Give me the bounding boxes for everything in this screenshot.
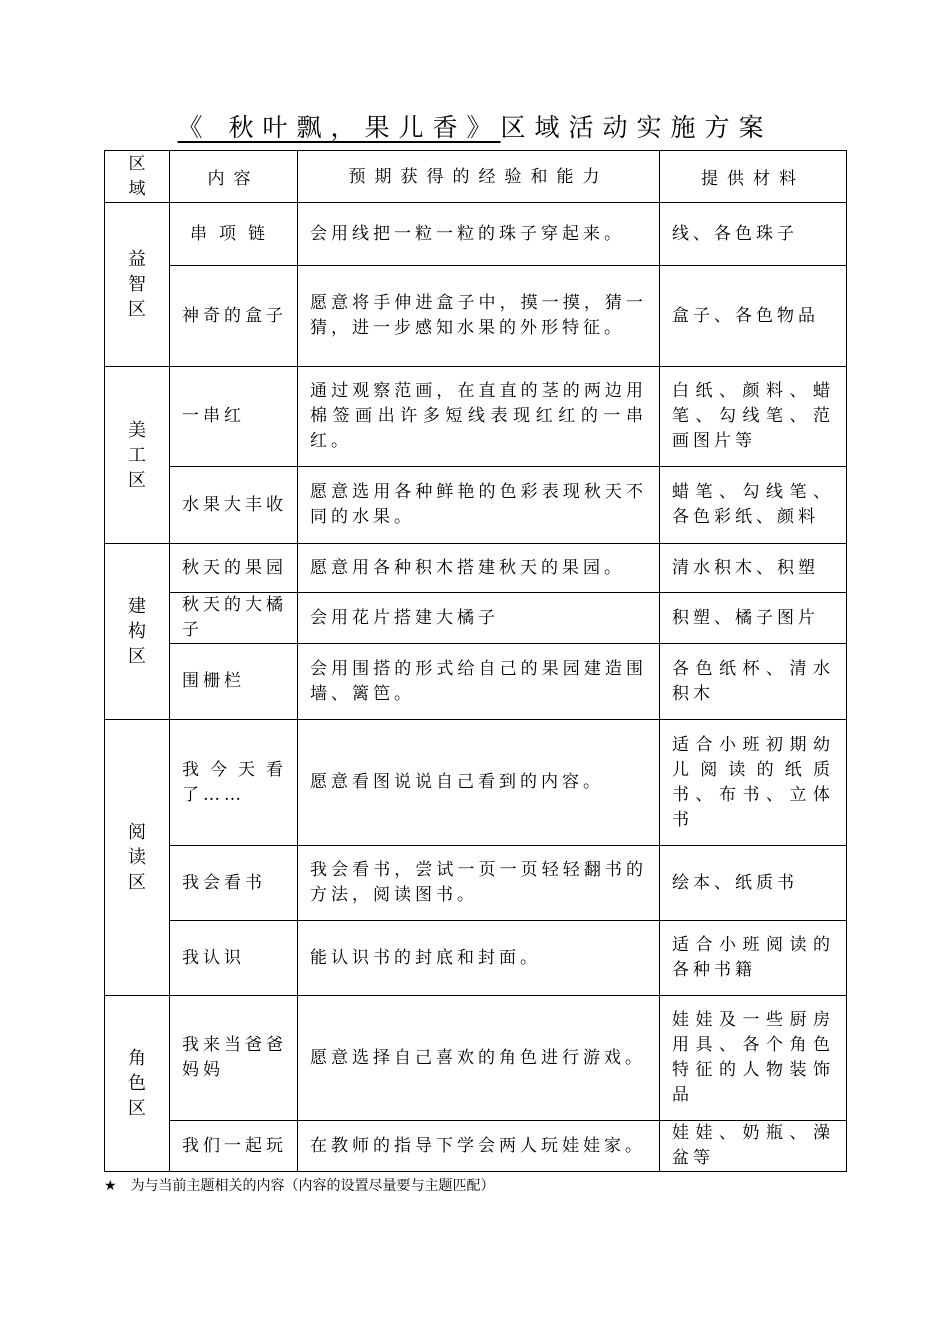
star-icon: ★: [104, 1178, 117, 1194]
content-cell: 串项链: [170, 203, 298, 266]
experience-cell: 通过观察范画，在直直的茎的两边用棉签画出许多短线表现红红的一串红。: [298, 367, 660, 467]
header-materials: 提供材料: [660, 151, 847, 203]
materials-cell: 适合小班阅读的各种书籍: [660, 921, 847, 996]
materials-cell: 适合小班初期幼儿阅读的纸质书、布书、立体书: [660, 720, 847, 846]
title-rest: 区域活动实施方案: [500, 113, 773, 142]
area-cell: 角色区: [105, 996, 170, 1172]
table-row: [105, 544, 847, 593]
materials-cell: 清水积木、积塑: [660, 544, 847, 593]
header-content: 内容: [170, 151, 298, 203]
content-cell: 神奇的盒子: [170, 266, 298, 367]
experience-cell: 会用围搭的形式给自己的果园建造围墙、篱笆。: [298, 644, 660, 720]
materials-cell: 盒子、各色物品: [660, 266, 847, 367]
area-cell: 益智区: [105, 203, 170, 367]
area-cell: 建构区: [105, 544, 170, 720]
content-cell: 我认识: [170, 921, 298, 996]
experience-cell: 我会看书，尝试一页一页轻轻翻书的方法，阅读图书。: [298, 846, 660, 921]
content-cell: 我今天看了……: [170, 720, 298, 846]
materials-cell: 蜡笔、勾线笔、各色彩纸、颜料: [660, 467, 847, 544]
experience-cell: 在教师的指导下学会两人玩娃娃家。: [298, 1121, 660, 1172]
experience-cell: 愿意将手伸进盒子中，摸一摸，猜一猜，进一步感知水果的外形特征。: [298, 266, 660, 367]
content-cell: 围栅栏: [170, 644, 298, 720]
footnote: [104, 1175, 495, 1195]
experience-cell: 愿意选用各种鲜艳的色彩表现秋天不同的水果。: [298, 467, 660, 544]
experience-cell: 愿意看图说说自己看到的内容。: [298, 720, 660, 846]
content-cell: 秋天的果园: [170, 544, 298, 593]
activity-table: [104, 150, 847, 1172]
materials-cell: 线、各色珠子: [660, 203, 847, 266]
experience-cell: 愿意用各种积木搭建秋天的果园。: [298, 544, 660, 593]
materials-cell: 绘本、纸质书: [660, 846, 847, 921]
materials-cell: 各色纸杯、清水积木: [660, 644, 847, 720]
title-underlined: 《 秋叶飘，果儿香》: [177, 113, 501, 142]
experience-cell: 会用花片搭建大橘子: [298, 593, 660, 644]
area-cell: 阅读区: [105, 720, 170, 996]
materials-cell: 积塑、橘子图片: [660, 593, 847, 644]
content-cell: 秋天的大橘子: [170, 593, 298, 644]
table-row: [105, 1121, 847, 1172]
area-cell: 美工区: [105, 367, 170, 544]
table-row: [105, 203, 847, 266]
content-cell: 我们一起玩: [170, 1121, 298, 1172]
content-cell: 一串红: [170, 367, 298, 467]
content-cell: 我会看书: [170, 846, 298, 921]
table-row: [105, 720, 847, 846]
table-row: [105, 593, 847, 644]
materials-cell: 白纸、颜料、蜡笔、勾线笔、范画图片等: [660, 367, 847, 467]
table-row: [105, 367, 847, 467]
table-row: [105, 921, 847, 996]
table-row: [105, 846, 847, 921]
experience-cell: 会用线把一粒一粒的珠子穿起来。: [298, 203, 660, 266]
content-cell: 水果大丰收: [170, 467, 298, 544]
materials-cell: 娃娃及一些厨房用具、各个角色特征的人物装饰品: [660, 996, 847, 1121]
header-experience: 预期获得的经验和能力: [298, 151, 660, 203]
header-area: 区域: [105, 151, 170, 203]
content-cell: 我来当爸爸妈妈: [170, 996, 298, 1121]
table-row: [105, 467, 847, 544]
table-row: [105, 266, 847, 367]
table-row: [105, 996, 847, 1121]
table-header-row: [105, 151, 847, 203]
page-title: [0, 108, 950, 144]
table-row: [105, 644, 847, 720]
experience-cell: 愿意选择自己喜欢的角色进行游戏。: [298, 996, 660, 1121]
materials-cell: 娃娃、奶瓶、澡盆等: [660, 1121, 847, 1172]
experience-cell: 能认识书的封底和封面。: [298, 921, 660, 996]
footnote-text: 为与当前主题相关的内容（内容的设置尽量要与主题匹配）: [130, 1178, 495, 1194]
